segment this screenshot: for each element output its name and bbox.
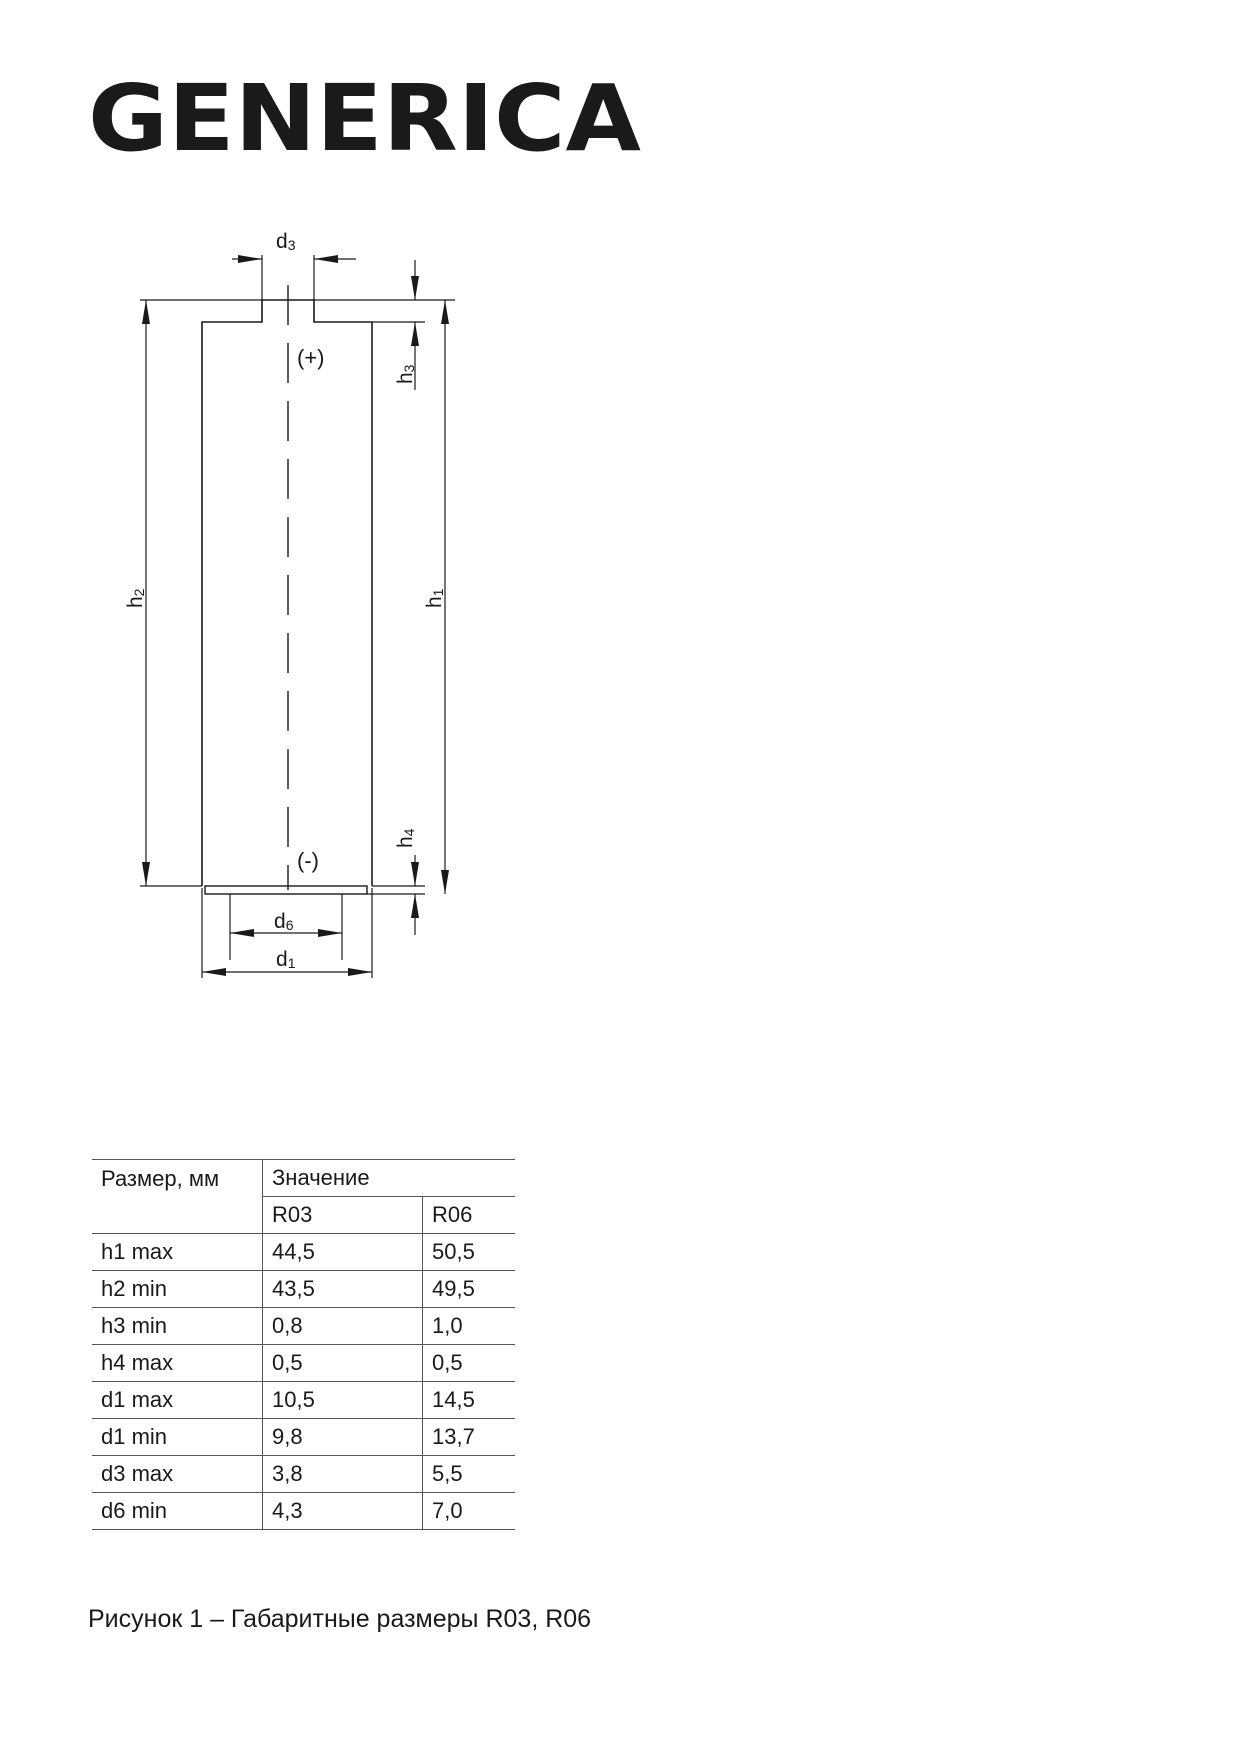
table-row	[92, 1493, 515, 1530]
row-r06: 50,5	[423, 1234, 516, 1271]
row-name: d3 max	[92, 1456, 263, 1493]
dim-h3	[394, 260, 417, 390]
row-name: h3 min	[92, 1308, 263, 1345]
row-r03: 4,3	[263, 1493, 423, 1530]
row-r03: 9,8	[263, 1419, 423, 1456]
h3-label: h3	[394, 364, 417, 384]
negative-terminal	[205, 886, 367, 894]
logo-text: GENERICA	[88, 65, 641, 170]
row-r03: 0,5	[263, 1345, 423, 1382]
positive-terminal-label: (+)	[297, 345, 325, 370]
table-header-row	[92, 1160, 515, 1197]
row-r03: 44,5	[263, 1234, 423, 1271]
table-row	[92, 1456, 515, 1493]
battery-outline	[202, 300, 372, 886]
row-r06: 0,5	[423, 1345, 516, 1382]
dim-h1	[423, 300, 446, 894]
dim-h4	[394, 828, 417, 935]
dim-d6	[230, 910, 342, 933]
table-row	[92, 1271, 515, 1308]
row-name: h4 max	[92, 1345, 263, 1382]
row-name: d1 max	[92, 1382, 263, 1419]
row-r03: 3,8	[263, 1456, 423, 1493]
table-row	[92, 1234, 515, 1271]
row-r03: 0,8	[263, 1308, 423, 1345]
table-row	[92, 1308, 515, 1345]
row-r06: 5,5	[423, 1456, 516, 1493]
dim-d1	[202, 948, 372, 972]
d1-label: d1	[276, 948, 296, 971]
row-name: d6 min	[92, 1493, 263, 1530]
header-r06: R06	[423, 1197, 516, 1234]
h4-label: h4	[394, 828, 417, 848]
table-row	[92, 1345, 515, 1382]
h1-label: h1	[423, 588, 446, 608]
figure-caption: Рисунок 1 – Габаритные размеры R03, R06	[88, 1605, 592, 1633]
dim-d3	[232, 230, 356, 259]
d3-label: d3	[276, 230, 296, 253]
dim-h2	[124, 300, 147, 886]
row-name: h2 min	[92, 1271, 263, 1308]
row-r03: 10,5	[263, 1382, 423, 1419]
row-name: d1 min	[92, 1419, 263, 1456]
row-r03: 43,5	[263, 1271, 423, 1308]
row-r06: 13,7	[423, 1419, 516, 1456]
row-r06: 49,5	[423, 1271, 516, 1308]
row-name: h1 max	[92, 1234, 263, 1271]
row-r06: 14,5	[423, 1382, 516, 1419]
table-row	[92, 1419, 515, 1456]
row-r06: 1,0	[423, 1308, 516, 1345]
header-value: Значение	[263, 1160, 516, 1197]
h2-label: h2	[124, 588, 147, 608]
table-row	[92, 1382, 515, 1419]
d6-label: d6	[274, 910, 294, 933]
negative-terminal-label: (-)	[297, 848, 319, 873]
row-r06: 7,0	[423, 1493, 516, 1530]
header-r03: R03	[263, 1197, 423, 1234]
header-size: Размер, мм	[92, 1160, 263, 1234]
dimensions-table	[92, 1159, 515, 1530]
